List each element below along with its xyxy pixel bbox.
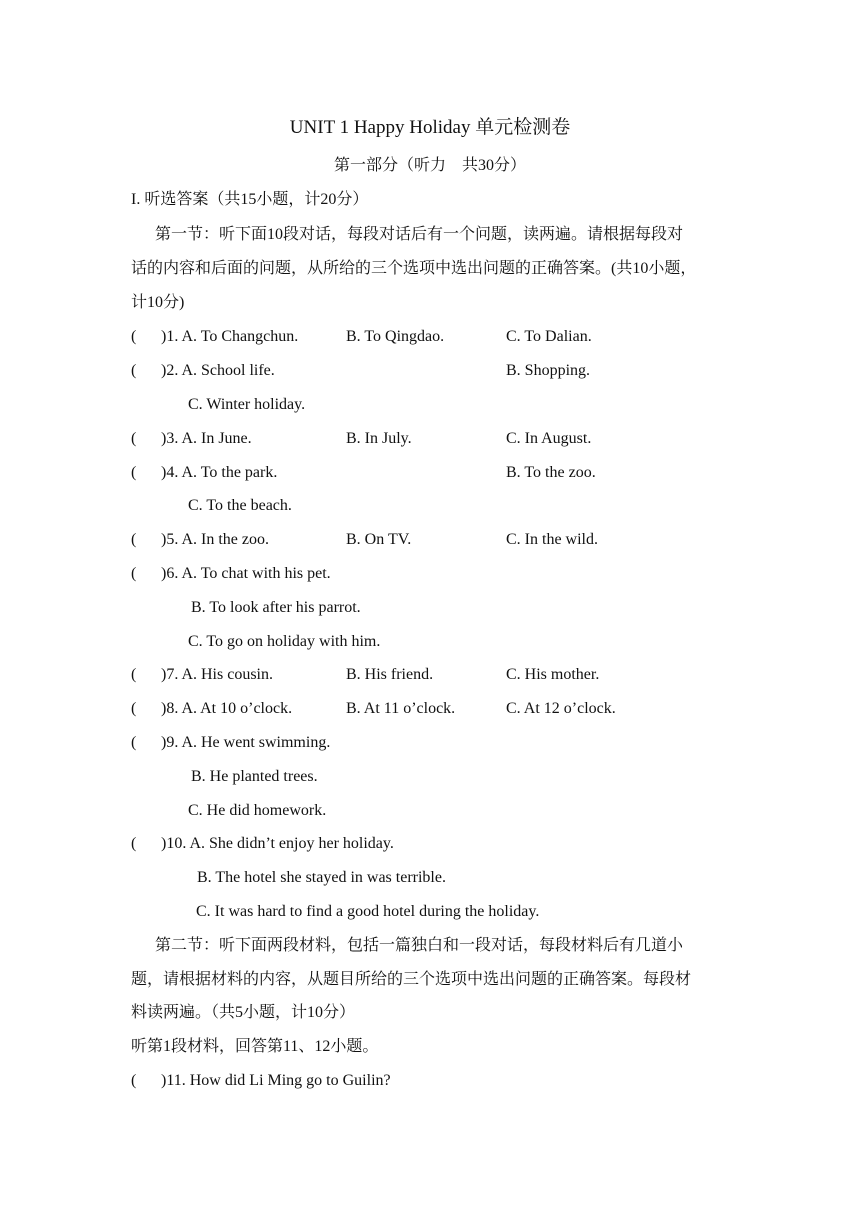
question-5-option-a: )5. A. In the zoo. (161, 531, 269, 548)
instruction-line: 料读两遍。（共5小题，计10分） (131, 1004, 356, 1021)
question-9-option-c: C. He did homework. (188, 802, 327, 819)
answer-blank[interactable]: ( (131, 1072, 137, 1089)
question-2-option-b: B. Shopping. (506, 362, 591, 379)
question-7-option-c: C. His mother. (506, 666, 600, 683)
question-3-option-c: C. In August. (506, 430, 592, 447)
question-5-option-c: C. In the wild. (506, 531, 598, 548)
answer-blank[interactable]: ( (131, 734, 137, 751)
question-10-option-c: C. It was hard to find a good hotel during the holiday. (196, 903, 540, 920)
question-9-option-b: B. He planted trees. (191, 768, 318, 785)
instruction-line: 第一节：听下面10段对话，每段对话后有一个问题，读两遍。请根据每段对 (155, 226, 684, 243)
question-1-option-c: C. To Dalian. (506, 328, 592, 345)
question-7-option-b: B. His friend. (346, 666, 434, 683)
question-2-option-a: )2. A. School life. (161, 362, 275, 379)
question-10-option-b: B. The hotel she stayed in was terrible. (197, 869, 446, 886)
material-heading: 听第1段材料，回答第11、12小题。 (131, 1038, 379, 1055)
question-11-stem: )11. How did Li Ming go to Guilin? (161, 1072, 391, 1089)
question-1-option-b: B. To Qingdao. (346, 328, 445, 345)
instruction-line: 话的内容和后面的问题，从所给的三个选项中选出问题的正确答案。(共10小题， (131, 260, 697, 277)
question-4-option-c: C. To the beach. (188, 497, 292, 514)
question-8-option-c: C. At 12 o’clock. (506, 700, 616, 717)
page-title: UNIT 1 Happy Holiday 单元检测卷 (289, 117, 571, 138)
question-3-option-a: )3. A. In June. (161, 430, 252, 447)
question-8-option-b: B. At 11 o’clock. (346, 700, 456, 717)
question-2-option-c: C. Winter holiday. (188, 396, 306, 413)
part-heading: 第一部分（听力 共30分） (333, 157, 526, 174)
question-9-option-a: )9. A. He went swimming. (161, 734, 331, 751)
question-6-option-c: C. To go on holiday with him. (188, 633, 381, 650)
answer-blank[interactable]: ( (131, 328, 137, 345)
answer-blank[interactable]: ( (131, 666, 137, 683)
question-8-option-a: )8. A. At 10 o’clock. (161, 700, 293, 717)
question-4-option-b: B. To the zoo. (506, 464, 596, 481)
section-heading: I. 听选答案（共15小题，计20分） (131, 191, 369, 208)
instruction-line: 第二节：听下面两段材料，包括一篇独白和一段对话，每段材料后有几道小 (155, 937, 684, 954)
answer-blank[interactable]: ( (131, 464, 137, 481)
answer-blank[interactable]: ( (131, 430, 137, 447)
answer-blank[interactable]: ( (131, 565, 137, 582)
question-1-option-a: )1. A. To Changchun. (161, 328, 299, 345)
instruction-line: 计10分) (131, 294, 185, 311)
question-3-option-b: B. In July. (346, 430, 412, 447)
question-10-option-a: )10. A. She didn’t enjoy her holiday. (161, 835, 394, 852)
question-6-option-a: )6. A. To chat with his pet. (161, 565, 331, 582)
question-6-option-b: B. To look after his parrot. (191, 599, 361, 616)
answer-blank[interactable]: ( (131, 700, 137, 717)
question-4-option-a: )4. A. To the park. (161, 464, 278, 481)
answer-blank[interactable]: ( (131, 531, 137, 548)
answer-blank[interactable]: ( (131, 362, 137, 379)
question-7-option-a: )7. A. His cousin. (161, 666, 273, 683)
instruction-line: 题，请根据材料的内容，从题目所给的三个选项中选出问题的正确答案。每段材 (131, 971, 692, 988)
question-5-option-b: B. On TV. (346, 531, 412, 548)
answer-blank[interactable]: ( (131, 835, 137, 852)
